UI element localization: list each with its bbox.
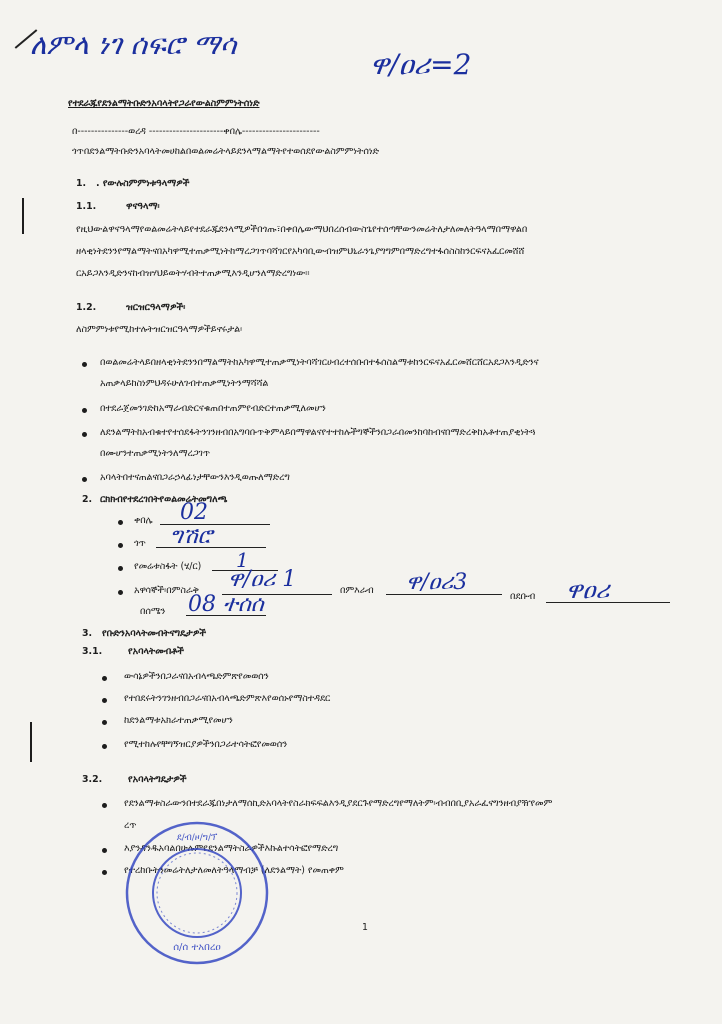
woreda-kebele-line: በ---------------ወረዳ ----------------------ቀበሌ----------------------- [72, 126, 320, 137]
list-item: የተበደሩትንገንዘብበጋራናበአብላጫድምጽእየወሰኑየማስተዳደር [124, 693, 331, 704]
field-label-neighbors-east: አዋሳኞች፡በምስራቅ [134, 585, 199, 596]
field-label-west: በምእራብ [340, 585, 374, 596]
bullet [82, 362, 87, 367]
section-3-title: የቡድንአባላትመብትናግዴታዎች [102, 628, 206, 639]
list-item: ውሳኔዎችንበጋራናበአብላጫድምጽየመወሰን [124, 671, 269, 682]
list-item: እያንዳንዱአባልበሁሉምየደንልማትስራዎችእኩልተሳትፎየማድረግ [124, 843, 339, 854]
field-label-kebele: ቀበሌ [134, 515, 153, 526]
stamp-text: ደ/ብ/ዞ/ግ/ፕ [176, 833, 218, 843]
section-3-number: 3. [82, 628, 93, 639]
bullet [118, 520, 123, 525]
official-stamp [122, 818, 272, 968]
section-2-title: ርክክብየተደረገበትየወልመሬትመግለጫ [100, 494, 228, 505]
section-1-1-title: ዋናዓላማ፡ [126, 201, 160, 212]
bullet [82, 477, 87, 482]
bullet [118, 543, 123, 548]
stamp-text: ሰ/ሰ ተአበረዐ [173, 942, 221, 953]
section-1-2-number: 1.2. [76, 302, 97, 313]
section-1-title: . የውሉስምምነቱዓላማዎች [96, 178, 190, 189]
list-item: ከደንልማቱአክራተጠቃሚየመሆን [124, 715, 233, 726]
section-1-1-paragraph-line: ዘላቂነትደንንየማልማትናበአካዋሚተጠቃሚነትከማረጋገጥባሻገርየአካባቢውብዝምህኒራንጌያግግምበማድረግተፋሰስስከንርፍናአፈርመሸሸ [76, 246, 525, 257]
list-item: በሙሆንተጠቃሚነትንለማረጋገጥ [100, 448, 210, 459]
list-item: የደንልማቱስራውንበተደራጁበነታለማሰኪድአባላትየስራክፍፍልእንዲያደርጉየማድረግየማለትም፡ብብበቢያአራፈናግንዘብያዥየመም [124, 798, 553, 809]
margin-mark [22, 198, 24, 234]
bullet [102, 744, 107, 749]
handwritten-kebele: 02 [180, 500, 208, 525]
list-item: በተደራጀመንገድከአማራብድርናቁጠበተጠምየብድርተጠቃሚለመሆን [100, 403, 326, 414]
list-item: አጠቃላይከስነምህዳሩሁለገብተጠቃሚነትንማሻሻል [100, 378, 269, 389]
list-item: ረጥ [124, 820, 137, 831]
list-item: አባላትበተናጠልናበጋራኃላፊነታቸውንእንዲወጡለማድረግ [100, 472, 290, 483]
stamp-dotted-ring [157, 853, 237, 933]
handwritten-east: ዋ/ዐሪ 1 [228, 567, 297, 592]
section-3-2-number: 3.2. [82, 774, 103, 785]
bullet [118, 566, 123, 571]
handwritten-got: ግሽሮ [170, 524, 213, 549]
bullet [102, 676, 107, 681]
list-item: በወልመሬትላይበዘላቂነትደንንበማልማትከአካዋሚተጠቃሚነትባሻገርሀብረተሰቡበተፋሰስልማቱከንርፍናአፈርመሸርሸርአደጋእንዲድንና [100, 357, 539, 368]
bullet [102, 698, 107, 703]
section-1-1-paragraph-line: ርአይጋእንዲድንናከብዝሃህይወትሃብትተጠቃሚእንዲሆንለማድረግነው። [76, 268, 310, 279]
section-2-number: 2. [82, 494, 93, 505]
bullet [82, 408, 87, 413]
section-3-1-number: 3.1. [82, 646, 103, 657]
handwritten-note-line2: ዋ/ዐሪ=2 [370, 48, 472, 81]
list-item: የተረከቡትንመሬትለታለመለትዓላማብቻ (ለደንልማት) የመጠቀም [124, 865, 344, 876]
margin-mark [30, 722, 32, 762]
section-1-1-paragraph-line: የዚህውልዋናዓላማየወልመሬትላይየተደራጁደንላሚዎችበጎጡ፣በቀበሌውማህበረሰብውስጌየተሰጣቸውንመሬትለታለመለትዓላማበማዋልበ [76, 224, 528, 235]
field-label-north: በሰሜን [140, 606, 166, 617]
handwritten-parcel-size: 1 [236, 548, 249, 572]
section-1-2-intro: ለስምምነቱየሚከተሉትዝርዝርዓላማዎችይኖሩታል፡ [76, 324, 243, 335]
handwritten-note-line1: ለምላ ነገ ሰፍሮ ማሳ [30, 28, 237, 61]
document-title: የተደራጁየደንልማትቡድንአባላትየጋራየውልስምምነትሰነድ [68, 98, 260, 109]
bullet [102, 848, 107, 853]
list-item: ለደንልማትከአብቁተየተሰደፋትንገንዘብበአግባቡጥቅምላይበማዋልናየተተከሉችግኞችንበጋራበመንከባከብናበማድረቅከአቶተጠያቂነትጓ [100, 427, 536, 438]
handwritten-south: ዋዐሪ [566, 576, 610, 604]
page-number: 1 [362, 922, 368, 933]
section-1-1-number: 1.1. [76, 201, 97, 212]
section-1-number: 1. [76, 178, 87, 189]
field-label-south: በደቡብ [510, 591, 536, 602]
handwritten-north: 08 ተሰሰ [188, 592, 264, 617]
field-label-got: ጎጥ [134, 538, 146, 549]
handwritten-west: ዋ/ዐሪ3 [406, 570, 468, 595]
document-subtitle: ጎጥበደንልማትቡድንአባላትመሀከልበወልመሬትላይደንላማልማትየተወሰደየውልስምምነትሰነድ [72, 146, 380, 157]
section-1-2-title: ዝርዝርዓላማዎች፡ [126, 302, 186, 313]
list-item: የሚተከሉየቸግኝዝርያዎችንበጋራተሳትፎየመወሰን [124, 739, 288, 750]
section-3-2-title: የአባላትግዴታዎች [128, 774, 187, 785]
field-label-parcel-size: የመሬቱስፋት (ሄ/ር) [134, 561, 202, 572]
bullet [102, 870, 107, 875]
bullet [82, 432, 87, 437]
section-3-1-title: የአባላትመብቶች [128, 646, 184, 657]
bullet [102, 803, 107, 808]
stamp-inner-ring [153, 849, 241, 937]
bullet [118, 590, 123, 595]
bullet [102, 720, 107, 725]
